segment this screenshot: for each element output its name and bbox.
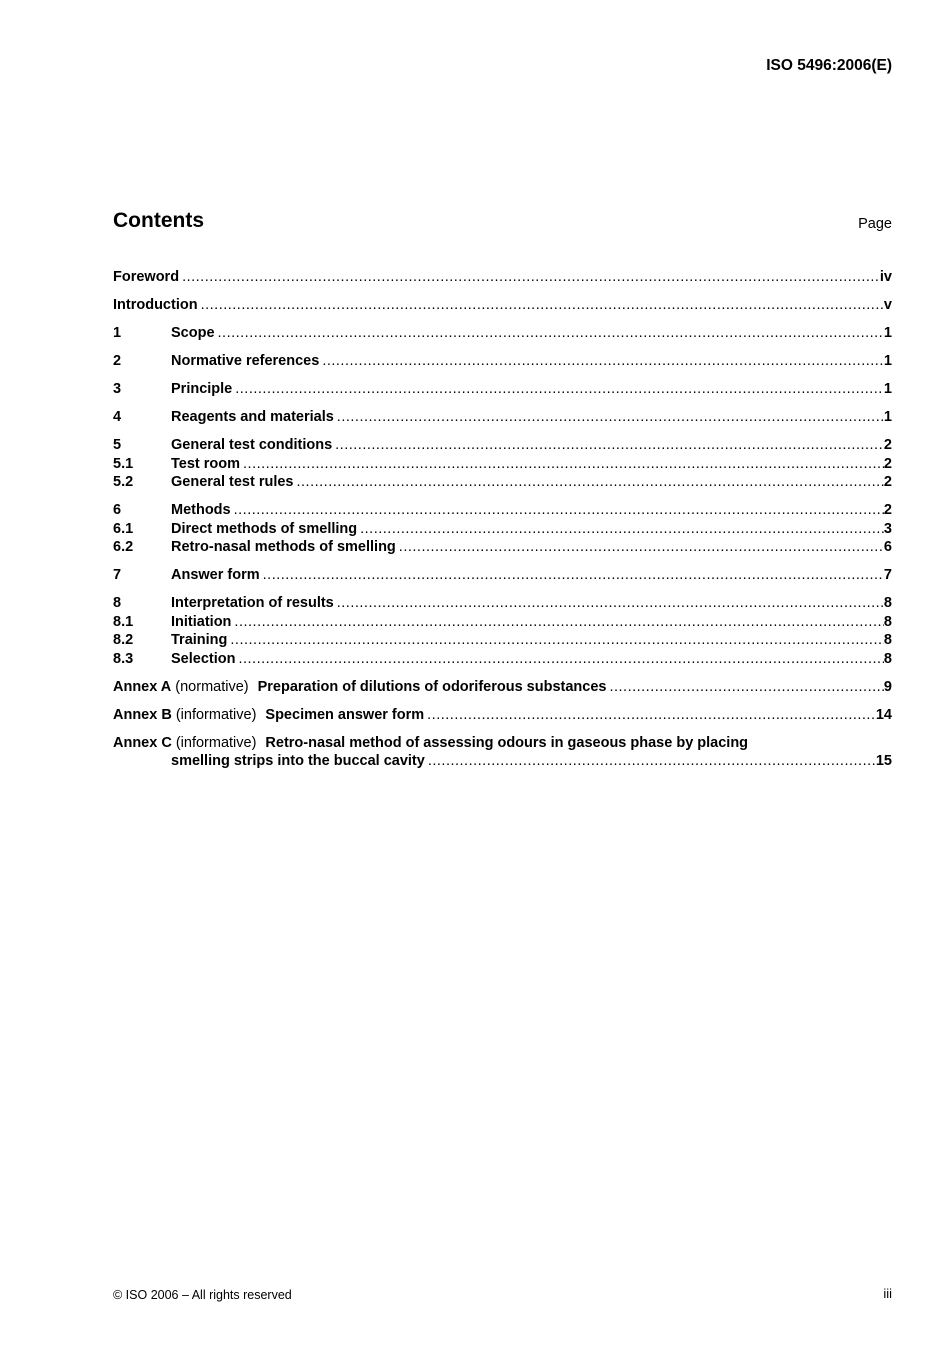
- toc-entry-page: 1: [883, 353, 892, 369]
- toc-entry-title: Interpretation of results: [171, 595, 334, 611]
- toc-entry-number: 8: [113, 595, 122, 611]
- dot-leader: [234, 613, 884, 632]
- toc-entry-number: 8.1: [113, 613, 134, 630]
- toc-entry-6-2[interactable]: [113, 538, 892, 557]
- annex-kind: (normative): [175, 678, 249, 695]
- copyright-notice: © ISO 2006 – All rights reserved: [113, 1288, 292, 1302]
- toc-entry-number: 8.3: [113, 650, 134, 667]
- toc-entry-page: 6: [883, 539, 892, 555]
- toc-entry-title: Test room: [171, 455, 241, 472]
- toc-entry-title: Methods: [171, 502, 231, 518]
- toc-entry-page: 15: [875, 753, 892, 769]
- dot-leader: [243, 455, 884, 474]
- toc-entry-foreword[interactable]: [113, 268, 892, 287]
- toc-entry-title: Training: [171, 632, 228, 648]
- annex-label: Annex A: [113, 678, 172, 695]
- page-column-label: Page: [858, 216, 892, 232]
- toc-entry-5[interactable]: [113, 436, 892, 455]
- toc-entry-title: Specimen answer form: [265, 706, 425, 723]
- toc-entry-page: 2: [883, 437, 892, 453]
- toc-entry-annex-b[interactable]: [113, 706, 892, 725]
- toc-entry-page: 3: [883, 520, 892, 537]
- dot-leader: [263, 566, 884, 585]
- toc-entry-annex-a[interactable]: [113, 678, 892, 697]
- toc-entry-title: Principle: [171, 381, 233, 397]
- toc-entry-number: 2: [113, 353, 122, 369]
- toc-entry-8[interactable]: [113, 594, 892, 613]
- toc-entry-5-1[interactable]: [113, 455, 892, 474]
- toc-entry-number: 5: [113, 437, 122, 453]
- toc-entry-title: Foreword: [113, 269, 180, 285]
- toc-entry-number: 8.2: [113, 632, 134, 648]
- toc-entry-title: Normative references: [171, 353, 320, 369]
- toc-entry-8-3[interactable]: [113, 650, 892, 669]
- toc-entry-page: 8: [883, 595, 892, 611]
- toc-entry-8-1[interactable]: [113, 613, 892, 632]
- table-of-contents: [113, 268, 892, 771]
- toc-entry-page: v: [883, 297, 892, 313]
- dot-leader: [428, 752, 876, 771]
- toc-entry-title: Scope: [171, 325, 215, 341]
- annex-kind: (informative): [175, 706, 257, 723]
- toc-entry-page: 7: [883, 567, 892, 583]
- dot-leader: [337, 594, 884, 613]
- toc-entry-number: 6.2: [113, 539, 134, 555]
- toc-entry-page: 8: [883, 613, 892, 630]
- annex-label: Annex B: [113, 706, 172, 723]
- toc-entry-number: 3: [113, 381, 122, 397]
- toc-entry-title: General test conditions: [171, 437, 333, 453]
- toc-entry-page: iv: [879, 269, 892, 285]
- dot-leader: [609, 678, 883, 697]
- toc-entry-number: 5.1: [113, 455, 134, 472]
- toc-entry-5-2[interactable]: [113, 473, 892, 492]
- toc-entry-title: Retro-nasal method of assessing odours in gaseous phase by placing: [265, 734, 749, 751]
- dot-leader: [360, 520, 884, 539]
- toc-entry-page: 1: [883, 409, 892, 425]
- toc-entry-title: Retro-nasal methods of smelling: [171, 539, 396, 555]
- toc-entry-page: 14: [875, 706, 892, 723]
- toc-entry-3[interactable]: [113, 380, 892, 399]
- toc-entry-annex-c-continuation[interactable]: [113, 752, 892, 771]
- toc-entry-page: 1: [883, 381, 892, 397]
- document-id: ISO 5496:2006(E): [766, 57, 892, 74]
- dot-leader: [218, 324, 884, 343]
- dot-leader: [337, 408, 884, 427]
- toc-entry-4[interactable]: [113, 408, 892, 427]
- dot-leader: [238, 650, 883, 669]
- dot-leader: [234, 501, 884, 520]
- toc-entry-number: 4: [113, 409, 122, 425]
- dot-leader: [297, 473, 884, 492]
- toc-entry-title: Selection: [171, 650, 236, 667]
- toc-entry-number: 6.1: [113, 520, 134, 537]
- toc-entry-number: 6: [113, 502, 122, 518]
- dot-leader: [230, 631, 884, 650]
- toc-entry-page: 2: [883, 474, 892, 490]
- toc-entry-title: Direct methods of smelling: [171, 520, 358, 537]
- dot-leader: [322, 352, 884, 371]
- toc-entry-number: 1: [113, 325, 122, 341]
- toc-entry-title: Answer form: [171, 567, 260, 583]
- toc-entry-title-continuation: smelling strips into the buccal cavity: [171, 753, 425, 769]
- toc-entry-page: 2: [883, 502, 892, 518]
- dot-leader: [235, 380, 884, 399]
- annex-label: Annex C: [113, 734, 172, 751]
- toc-entry-title: General test rules: [171, 474, 294, 490]
- toc-entry-7[interactable]: [113, 566, 892, 585]
- toc-entry-6-1[interactable]: [113, 520, 892, 539]
- dot-leader: [201, 296, 884, 315]
- toc-entry-title: Introduction: [113, 297, 198, 313]
- toc-entry-page: 2: [883, 455, 892, 472]
- dot-leader: [335, 436, 884, 455]
- toc-entry-introduction[interactable]: [113, 296, 892, 315]
- toc-entry-8-2[interactable]: [113, 631, 892, 650]
- toc-entry-title: Initiation: [171, 613, 232, 630]
- contents-heading: Contents: [113, 209, 204, 232]
- toc-entry-page: 1: [883, 325, 892, 341]
- toc-entry-6[interactable]: [113, 501, 892, 520]
- annex-kind: (informative): [175, 734, 257, 751]
- toc-entry-2[interactable]: [113, 352, 892, 371]
- dot-leader: [427, 706, 876, 725]
- toc-entry-annex-c[interactable]: [113, 734, 892, 753]
- toc-entry-1[interactable]: [113, 324, 892, 343]
- toc-entry-title: Reagents and materials: [171, 409, 334, 425]
- dot-leader: [182, 268, 880, 287]
- toc-entry-page: 8: [883, 632, 892, 648]
- toc-entry-page: 8: [883, 650, 892, 667]
- toc-entry-number: 7: [113, 567, 122, 583]
- dot-leader: [399, 538, 884, 557]
- toc-entry-title: Preparation of dilutions of odoriferous substances: [257, 678, 607, 695]
- page-number: iii: [883, 1286, 892, 1301]
- toc-entry-number: 5.2: [113, 474, 134, 490]
- toc-entry-page: 9: [883, 678, 892, 695]
